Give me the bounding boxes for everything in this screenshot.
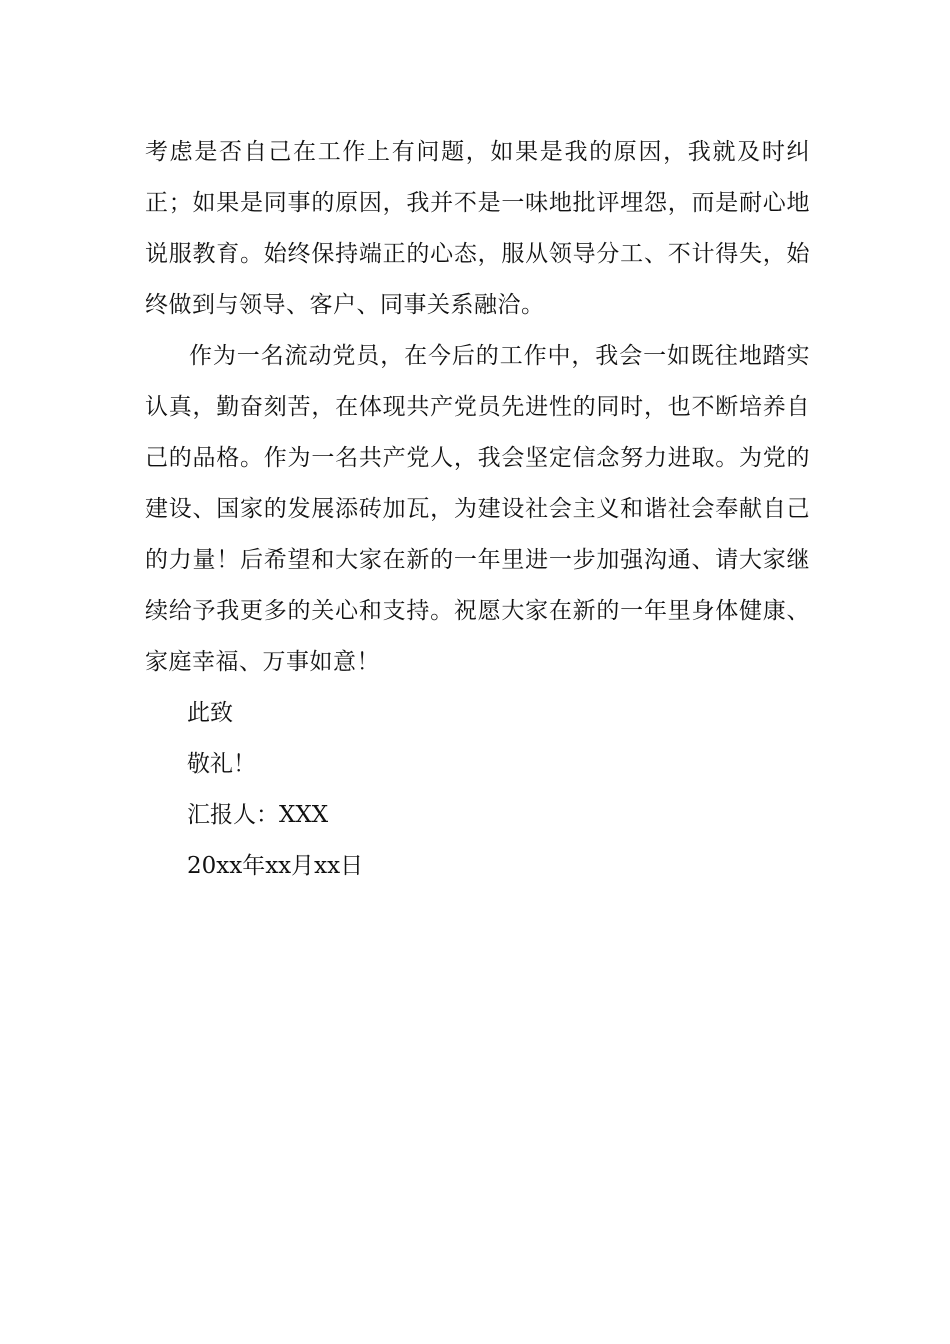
reporter-signature: 汇报人：XXX: [187, 802, 329, 828]
letter-body: [145, 127, 810, 892]
closing-respect: 敬礼！: [187, 751, 256, 777]
paragraph-commitment: 作为一名流动党员，在今后的工作中，我会一如既往地踏实认真，勤奋刻苦，在体现共产党员先进性的同时，也不断培养自己的品格。作为一名共产党人，我会坚定信念努力进取。为党的建设、国家的发展添砖加瓦，为建设社会主义和谐社会奉献自己的力量！后希望和大家在新的一年里进一步加强沟通、请大家继续给予我更多的关心和支持。祝愿大家在新的一年里身体健康、家庭幸福、万事如意！: [145, 343, 810, 675]
paragraph-continuation: 考虑是否自己在工作上有问题，如果是我的原因，我就及时纠正；如果是同事的原因，我并不是一味地批评埋怨，而是耐心地说服教育。始终保持端正的心态，服从领导分工、不计得失，始终做到与领导、客户、同事关系融洽。: [145, 139, 810, 318]
report-date: 20xx年xx月xx日: [187, 853, 364, 879]
closing-salutation: 此致: [187, 700, 233, 726]
